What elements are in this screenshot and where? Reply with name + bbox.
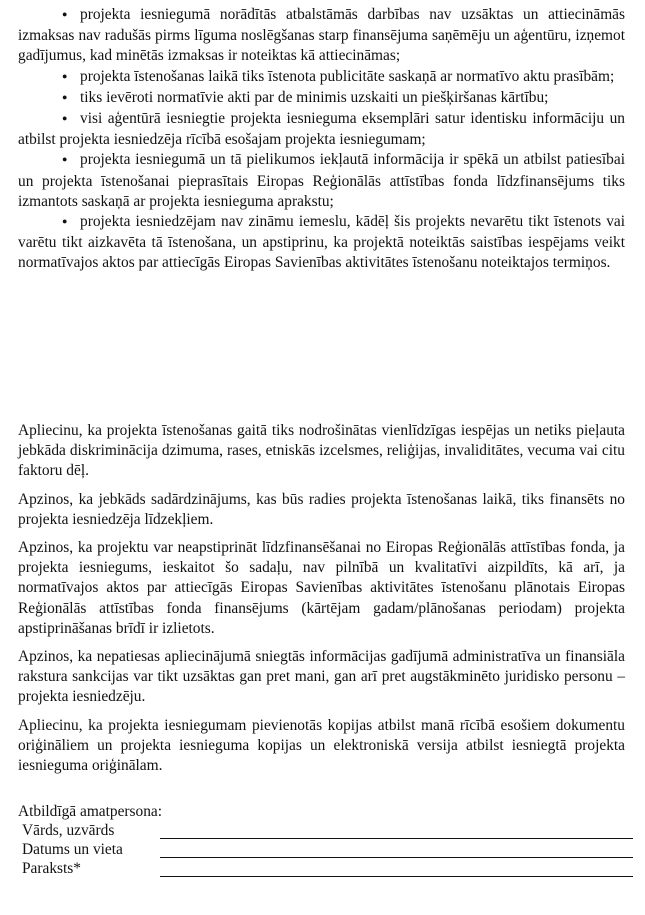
- signature-block: [18, 802, 633, 878]
- signature-row-signature: [18, 859, 633, 878]
- declaration-paragraph: Apliecinu, ka projekta iesniegumam pievienotās kopijas atbilst manā rīcībā esošiem dokumentu oriģināliem un projekta iesnieguma kopijas un elektroniskā versija atbilst iesniegtā projekta iesnieguma oriģinālam.: [18, 716, 625, 775]
- signature-title: Atbildīgā amatpersona:: [18, 803, 163, 820]
- list-item-text: visi aģentūrā iesniegtie projekta iesnieguma eksemplāri satur identisku informāciju un atbilst projekta iesniedzēja rīcībā esošajam projekta iesniegumam;: [18, 110, 625, 149]
- declaration-paragraph: Apzinos, ka nepatiesas apliecinājumā sniegtās informācijas gadījumā administratīva un finansiāla rakstura sankcijas var tikt uzsāktas gan pret mani, gan arī pret augstākminēto juridisko personu – projekta iesniedzēju.: [18, 648, 625, 706]
- signature-row-name: [18, 821, 633, 840]
- list-item-text: projekta iesniedzējam nav zināmu iemeslu, kādēļ šis projekts nevarētu tikt īstenots vai varētu tikt aizkavēta tā īstenošana, un apstiprinu, ka projektā noteiktās saistības iespējams veikt normatīvajos aktos par attiecīgās Eiropas Savienības aktivitātes īstenošanu noteiktajos termiņos.: [18, 213, 625, 272]
- signature-row-date: [18, 840, 633, 859]
- list-item: [18, 150, 625, 212]
- commitments-list: [18, 5, 625, 274]
- field-label: Vārds, uzvārds: [22, 822, 115, 839]
- list-item: [18, 88, 625, 109]
- list-item: [18, 109, 625, 150]
- bullet-icon: [18, 109, 80, 130]
- bullet-icon: [18, 88, 80, 109]
- date-fill-line: [160, 857, 633, 858]
- list-item: [18, 67, 625, 88]
- declaration-paragraph: Apzinos, ka projektu var neapstiprināt līdzfinansēšanai no Eiropas Reģionālās attīstības fonda, ja projekta iesniegums, ieskaitot šo sadaļu, nav pilnībā un kvalitatīvi aizpildīts, kā arī, ja normatīvajos aktos par attiecīgās Eiropas Savienības aktivitātes īstenošanu plānotais Eiropas Reģionālās attīstības fonda finansējums (kārtējam gadam/plānošanas periodam) projekta apstiprināšanas brīdī ir izlietots.: [18, 539, 625, 637]
- bullet-icon: [18, 67, 80, 88]
- signature-fill-line: [160, 876, 633, 877]
- declaration-paragraph: Apliecinu, ka projekta īstenošanas gaitā tiks nodrošinātas vienlīdzīgas iespējas un netiks pieļauta jebkāda diskriminācija dzimuma, rases, etniskās izcelsmes, reliģijas, invaliditātes, vecuma vai citu faktoru dēļ.: [18, 422, 625, 480]
- list-item-text: projekta iesniegumā un tā pielikumos iekļautā informācija ir spēkā un atbilst patiesībai un projekta īstenošanai pieprasītais Eiropas Reģionālās attīstības fonda līdzfinansējums tiks izmantots saskaņā ar projekta iesnieguma aprakstu;: [18, 151, 625, 210]
- field-label: Datums un vieta: [22, 841, 123, 858]
- bullet-icon: [18, 5, 80, 26]
- list-item-text: tiks ievēroti normatīvie akti par de minimis uzskaiti un piešķiršanas kārtību;: [80, 88, 549, 106]
- field-label: Paraksts*: [22, 860, 81, 877]
- declarations: [18, 421, 625, 784]
- list-item-text: projekta iesniegumā norādītās atbalstāmās darbības nav uzsāktas un attiecināmās izmaksas nav radušās pirms līguma noslēgšanas starp finansējuma saņēmēju un aģentūru, izņemot gadījumus, kad minētās izmaksas ir noteiktas kā attiecināmas;: [18, 6, 625, 65]
- name-fill-line: [160, 838, 633, 839]
- list-item: [18, 212, 625, 274]
- bullet-icon: [18, 150, 80, 171]
- list-item-text: projekta īstenošanas laikā tiks īstenota publicitāte saskaņā ar normatīvo aktu prasībām;: [80, 67, 615, 85]
- declaration-paragraph: Apzinos, ka jebkāds sadārdzinājums, kas būs radies projekta īstenošanas laikā, tiks finansēts no projekta iesniedzēja līdzekļiem.: [18, 490, 625, 528]
- bullet-icon: [18, 212, 80, 233]
- list-item: [18, 5, 625, 67]
